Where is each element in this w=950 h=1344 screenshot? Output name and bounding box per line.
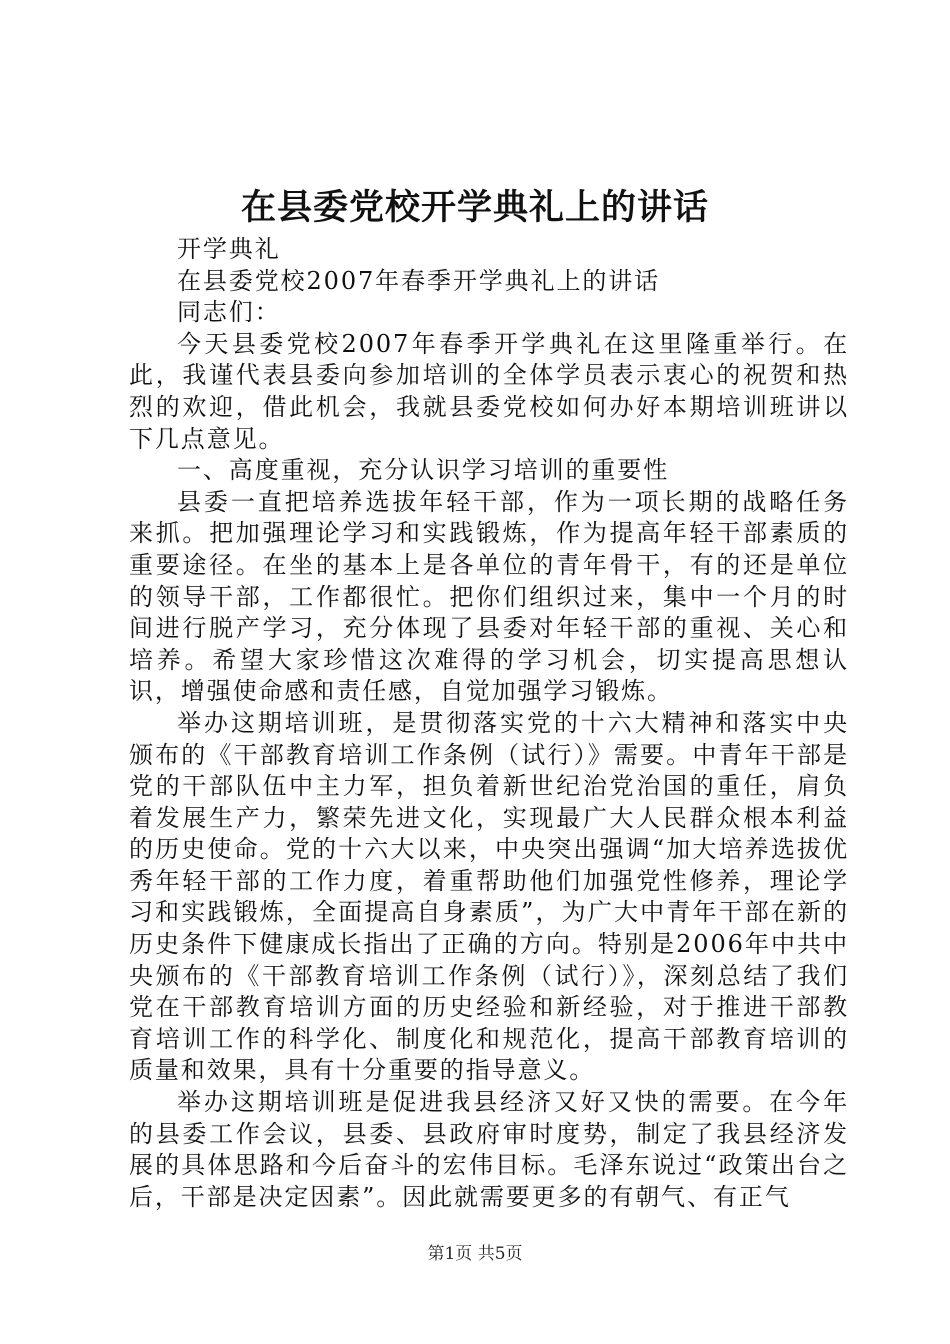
paragraph-body: 县委一直把培养选拔年轻干部，作为一项长期的战略任务来抓。把加强理论学习和实践锻炼，作为提高年轻干部素质的重要途径。在坐的基本上是各单位的青年骨干，有的还是单位的领导干部，工作都很忙。把你们组织过来，集中一个月的时间进行脱产学习，充分体现了县委对年轻干部的重视、关心和培养。希望大家珍惜这次难得的学习机会，切实提高思想认识，增强使命感和责任感，自觉加强学习锻炼。 [129, 487, 849, 706]
paragraph-intro: 今天县委党校2007年春季开学典礼在这里隆重举行。在此，我谨代表县委向参加培训的全体学员表示衷心的祝贺和热烈的欢迎，借此机会，我就县委党校如何办好本期培训班讲以下几点意见。 [129, 329, 849, 453]
page-footer: 第1页 共5页 [427, 1244, 523, 1264]
paragraph-salutation: 同志们： [177, 298, 281, 327]
paragraph-subtitle: 开学典礼 [177, 235, 281, 263]
paragraph-body: 举办这期培训班，是贯彻落实党的十六大精神和落实中央颁布的《干部教育培训工作条例（试行）》需要。中青年干部是党的干部队伍中主力军，担负着新世纪治党治国的重任，肩负着发展生产力，繁荣先进文化，实现最广大人民群众根本利益的历史使命。党的十六大以来，中央突出强调“加大培养选拔优秀年轻干部的工作力度，着重帮助他们加强党性修养，理论学习和实践锻炼，全面提高自身素质”，为广大中青年干部在新的历史条件下健康成长指出了正确的方向。特别是2006年中共中央颁布的《干部教育培训工作条例（试行）》，深刻总结了我们党在干部教育培训方面的历史经验和新经验，对于推进干部教育培训工作的科学化、制度化和规范化，提高干部教育培训的质量和效果，具有十分重要的指导意义。 [129, 708, 849, 1085]
paragraph-heading: 在县委党校2007年春季开学典礼上的讲话 [177, 266, 661, 295]
document-title: 在县委党校开学典礼上的讲话 [240, 187, 709, 228]
section-heading-1: 一、高度重视，充分认识学习培训的重要性 [177, 456, 670, 485]
document-body [129, 234, 849, 1213]
paragraph-body: 举办这期培训班是促进我县经济又好又快的需要。在今年的县委工作会议，县委、县政府审时度势，制定了我县经济发展的具体思路和今后奋斗的宏伟目标。毛泽东说过“政策出台之后，干部是决定因素”。因此就需要更多的有朝气、有正气 [129, 1088, 849, 1211]
